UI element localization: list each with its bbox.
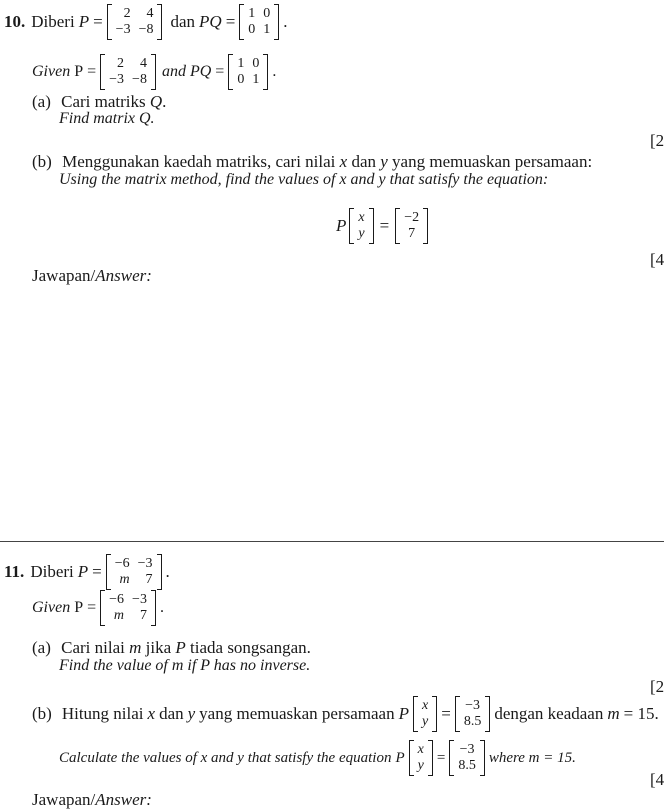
question-divider [0, 541, 664, 542]
vector-cell: x [358, 210, 365, 225]
vector-cell: −3 [465, 698, 481, 713]
part-a-text-ms: jika [145, 638, 172, 657]
equals: = [225, 12, 236, 31]
matrix-p [107, 4, 163, 40]
vector-rhs [449, 740, 485, 776]
part-a-text-ms: Cari matriks [61, 92, 146, 111]
matrix-cell: −3 [115, 22, 131, 37]
q10a-ms [32, 92, 166, 112]
part-b-text-en: Calculate the values of x and y that satisfy the equation [59, 749, 392, 766]
equals: = [215, 63, 225, 80]
p-symbol: P [78, 12, 90, 31]
vector-cell: −3 [459, 742, 475, 757]
vector-cell: 7 [408, 226, 416, 241]
q10-answer-label [32, 266, 152, 286]
period: . [162, 92, 167, 111]
matrix-cell: 4 [139, 56, 147, 71]
matrix-p [106, 554, 162, 590]
part-b-text-ms: Menggunakan kaedah matriks, cari nilai [62, 152, 336, 171]
p-symbol: P [175, 638, 186, 657]
p-symbol: P [336, 216, 347, 235]
matrix-cell: m [113, 608, 125, 623]
vector-cell: x [417, 742, 424, 757]
matrix-cell: 0 [263, 6, 271, 21]
vector-cell: y [358, 226, 365, 241]
matrix-p [100, 590, 156, 626]
q11-answer-label [32, 790, 152, 810]
matrix-cell: −8 [132, 72, 147, 87]
m-symbol: m [607, 704, 620, 723]
vector-cell: 8.5 [458, 758, 476, 773]
q10b-ms [32, 152, 592, 172]
period: . [283, 12, 288, 31]
equals: = [87, 63, 97, 80]
x-symbol: x [339, 152, 348, 171]
matrix-p [100, 54, 156, 90]
q10-stem-en [32, 52, 276, 92]
q10a-marks: [2 [650, 131, 664, 150]
q-symbol: Q [149, 92, 163, 111]
matrix-cell: 2 [123, 6, 131, 21]
dan-word: dan [159, 704, 184, 723]
matrix-cell: −3 [109, 72, 125, 87]
matrix-cell: −8 [138, 22, 154, 37]
p-symbol: P [77, 562, 89, 581]
part-b-text-ms: dengan keadaan [494, 704, 604, 723]
matrix-pq [239, 4, 279, 40]
matrix-cell: −3 [132, 592, 147, 607]
equals: = [379, 216, 390, 235]
vector-cell: y [422, 714, 429, 729]
matrix-cell: −6 [109, 592, 125, 607]
pq-symbol: PQ [199, 12, 222, 31]
vector-rhs [455, 696, 491, 732]
question-number: 10. [4, 12, 26, 31]
matrix-cell: 7 [145, 572, 153, 587]
and-ms: dan [170, 12, 196, 31]
answer-label-ms: Jawapan/ [32, 790, 96, 809]
q10b-marks: [4 [650, 250, 664, 269]
answer-label-ms: Jawapan/ [32, 266, 96, 285]
given-label-ms: Diberi [30, 562, 74, 581]
vector-cell: x [422, 698, 429, 713]
x-symbol: x [147, 704, 156, 723]
part-label: (a) [32, 638, 51, 657]
part-a-text-ms: Cari nilai [61, 638, 125, 657]
period: . [272, 63, 277, 80]
and-en: and [161, 63, 186, 80]
part-b-text-ms: yang memuaskan persamaan [199, 704, 395, 723]
matrix-cell: 0 [248, 22, 256, 37]
equals: = [436, 749, 446, 766]
period: . [165, 562, 170, 581]
matrix-pq [228, 54, 268, 90]
matrix-cell: m [119, 572, 130, 587]
matrix-cell: 1 [248, 6, 256, 21]
part-b-text-ms-end: yang memuaskan persamaan: [392, 152, 593, 171]
q11a-ms [32, 638, 311, 658]
m-value: = 15. [623, 704, 659, 723]
m-symbol: m [129, 638, 142, 657]
y-symbol: y [187, 704, 196, 723]
matrix-cell: 1 [252, 72, 260, 87]
matrix-cell: 1 [263, 22, 271, 37]
equals: = [441, 704, 451, 723]
matrix-cell: 1 [237, 56, 245, 71]
answer-label-en: Answer: [95, 266, 152, 285]
p-symbol: P [395, 749, 405, 766]
part-a-text-ms: tiada songsangan. [190, 638, 311, 657]
matrix-cell: 0 [252, 56, 260, 71]
given-label-en: Given [32, 599, 71, 616]
matrix-cell: 2 [117, 56, 125, 71]
equals: = [87, 599, 97, 616]
equals: = [92, 562, 102, 581]
matrix-cell: −6 [114, 556, 130, 571]
equals: = [93, 12, 103, 31]
q11b-en [59, 738, 576, 778]
part-b-text-en: where m = 15. [488, 749, 576, 766]
question-number: 11. [4, 562, 25, 581]
q10a-en: Find matrix Q. [59, 110, 155, 127]
dan-word: dan [351, 152, 376, 171]
q11a-en: Find the value of m if P has no inverse. [59, 657, 311, 674]
given-label-ms: Diberi [31, 12, 75, 31]
q11a-marks: [2 [650, 677, 664, 696]
matrix-cell: 0 [237, 72, 245, 87]
q10-stem-ms [4, 2, 288, 42]
p-symbol: P [74, 599, 84, 616]
part-label: (a) [32, 92, 51, 111]
vector-xy [409, 740, 433, 776]
q10b-equation [336, 206, 428, 246]
q10b-en: Using the matrix method, find the values of x and y that satisfy the equation: [59, 171, 549, 188]
vector-rhs [395, 208, 428, 244]
matrix-cell: 4 [146, 6, 154, 21]
part-label: (b) [32, 704, 52, 723]
q11b-marks: [4 [650, 770, 664, 789]
answer-label-en: Answer: [95, 790, 152, 809]
q11b-ms [32, 692, 659, 736]
part-b-text-ms: Hitung nilai [61, 704, 144, 723]
pq-symbol: PQ [189, 63, 212, 80]
p-symbol: P [74, 63, 84, 80]
p-symbol: P [398, 704, 409, 723]
vector-xy [413, 696, 437, 732]
y-symbol: y [380, 152, 388, 171]
vector-cell: 8.5 [463, 714, 482, 729]
vector-cell: y [417, 758, 424, 773]
q11-stem-en [32, 588, 164, 628]
matrix-cell: −3 [137, 556, 153, 571]
period: . [159, 599, 164, 616]
vector-xy [349, 208, 373, 244]
matrix-cell: 7 [139, 608, 147, 623]
vector-cell: −2 [404, 210, 420, 225]
given-label-en: Given [32, 63, 71, 80]
part-label: (b) [32, 152, 52, 171]
